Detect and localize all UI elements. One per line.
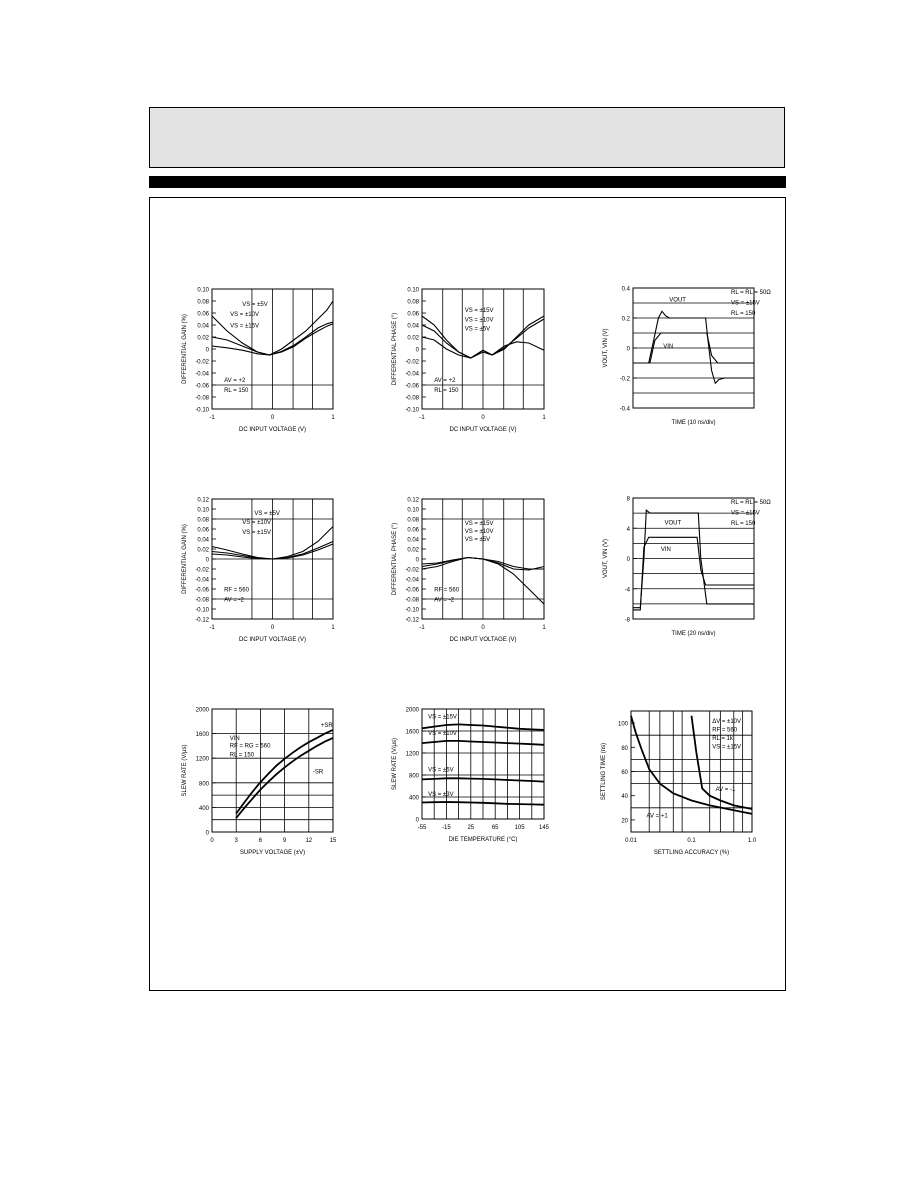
annotation-label: AV = +2 xyxy=(224,378,246,384)
y-tick-label: 0 xyxy=(415,347,419,354)
annotation-label: RL = 150 xyxy=(229,752,255,759)
annotation-label: AV = +1 xyxy=(646,813,668,820)
y-tick-label: 0.06 xyxy=(407,311,419,318)
x-axis-label: DC INPUT VOLTAGE (V) xyxy=(449,427,517,433)
annotation-label: VIN xyxy=(663,344,674,350)
annotation-label: VS = ±5V xyxy=(464,326,491,333)
y-tick-label: 0 xyxy=(626,557,630,563)
y-tick-label: 0.02 xyxy=(407,547,419,554)
y-tick-label: -0.06 xyxy=(405,587,419,594)
annotation-label: RL = 1k xyxy=(712,736,733,743)
y-tick-label: 0.04 xyxy=(197,323,209,330)
annotation-label: VS = ±15V xyxy=(731,510,760,517)
y-tick-label: -0.10 xyxy=(195,607,209,614)
x-tick-label: 65 xyxy=(491,825,499,831)
y-tick-label: 0.2 xyxy=(621,316,630,323)
y-tick-label: -0.02 xyxy=(405,567,419,574)
y-tick-label: -0.06 xyxy=(195,383,209,390)
annotation-label: VS = ±15V xyxy=(464,521,494,527)
y-tick-label: 0 xyxy=(205,830,209,837)
y-tick-label: -0.10 xyxy=(405,407,419,414)
y-axis-label: SETTLING TIME (ns) xyxy=(601,742,607,801)
annotation-label: VS = ±5V xyxy=(464,537,491,543)
x-tick-label: 1 xyxy=(542,625,546,631)
annotation-label: VS = ±15V xyxy=(230,323,259,330)
chart-pulse_small xyxy=(603,287,771,427)
y-tick-label: -0.02 xyxy=(195,567,209,574)
x-tick-label: 0.1 xyxy=(687,838,696,844)
x-tick-label: 15 xyxy=(329,838,337,844)
y-tick-label: 0.06 xyxy=(197,527,209,534)
y-tick-label: 0 xyxy=(415,557,419,564)
y-tick-label: -0.10 xyxy=(195,407,209,414)
x-tick-label: -15 xyxy=(442,825,451,831)
x-tick-label: -55 xyxy=(417,825,427,831)
annotation-label: VS = ±5V xyxy=(254,511,280,517)
annotation-label: VS = ±15V xyxy=(428,714,457,721)
y-tick-label: 4 xyxy=(626,526,630,533)
y-tick-label: 0.02 xyxy=(197,547,209,554)
annotation-label: VS = ±15V xyxy=(464,307,494,314)
y-tick-label: 400 xyxy=(198,805,209,812)
y-tick-label: -0.06 xyxy=(195,587,209,594)
x-tick-label: 25 xyxy=(467,825,475,831)
annotation-label: VS = ±10V xyxy=(464,529,494,535)
annotation-label: VS = ±5V xyxy=(428,767,454,774)
x-axis-label: DIE TEMPERATURE (°C) xyxy=(448,837,518,843)
x-axis-label: TIME (10 ns/div) xyxy=(671,420,716,426)
y-tick-label: 0.10 xyxy=(197,287,209,294)
y-tick-label: -0.06 xyxy=(405,383,419,390)
chart-diffphase_pos xyxy=(392,288,546,434)
annotation-label: VS = ±10V xyxy=(464,317,494,324)
y-tick-label: 1200 xyxy=(195,756,209,763)
y-tick-label: 80 xyxy=(621,745,628,752)
x-axis-label: DC INPUT VOLTAGE (V) xyxy=(238,637,307,643)
chart-diffgain_pos xyxy=(182,288,335,434)
x-axis-label: DC INPUT VOLTAGE (V) xyxy=(238,427,307,433)
annotation-label: RF = 560 xyxy=(712,727,738,734)
x-axis-label: DC INPUT VOLTAGE (V) xyxy=(449,637,517,643)
x-tick-label: -1 xyxy=(209,625,215,631)
y-tick-label: -0.02 xyxy=(195,359,209,366)
x-tick-label: -1 xyxy=(419,415,425,421)
annotation-label: VS = ±10V xyxy=(428,730,457,737)
y-tick-label: -0.10 xyxy=(405,607,419,614)
y-tick-label: -0.04 xyxy=(195,371,209,378)
y-tick-label: 0.02 xyxy=(197,335,209,342)
x-tick-label: 105 xyxy=(514,825,525,831)
y-tick-label: 1600 xyxy=(405,729,419,736)
y-tick-label: 2000 xyxy=(405,707,419,714)
annotation-label: RF = 560 xyxy=(434,587,460,594)
x-tick-label: 6 xyxy=(258,838,263,844)
y-tick-label: -0.02 xyxy=(405,359,419,366)
y-axis-label: SLEW RATE (V/μs) xyxy=(182,744,188,797)
y-tick-label: 0.10 xyxy=(197,507,209,514)
y-tick-label: 0 xyxy=(205,557,209,564)
chart-diffgain_neg xyxy=(182,498,335,644)
annotation-label: RF = 560 xyxy=(224,587,249,594)
y-axis-label: DIFFERENTIAL GAIN (%) xyxy=(182,524,188,594)
y-tick-label: 0.08 xyxy=(407,517,419,524)
chart-pulse_large xyxy=(603,497,771,638)
y-tick-label: 8 xyxy=(626,496,630,503)
x-tick-label: -1 xyxy=(419,625,425,631)
y-axis-label: SLEW RATE (V/μs) xyxy=(392,737,398,791)
x-tick-label: -1 xyxy=(209,415,215,421)
y-tick-label: -0.4 xyxy=(619,406,630,413)
x-tick-label: 0 xyxy=(270,415,275,421)
y-tick-label: 0.08 xyxy=(197,517,209,524)
y-tick-label: 0.10 xyxy=(407,287,419,294)
annotation-label: VS = ±3V xyxy=(428,791,454,798)
y-tick-label: -0.08 xyxy=(195,395,209,402)
y-tick-label: 400 xyxy=(408,795,419,802)
x-tick-label: 3 xyxy=(234,838,238,844)
annotation-label: RL = 150 xyxy=(434,388,459,395)
y-tick-label: 0 xyxy=(415,817,419,824)
x-tick-label: 145 xyxy=(538,825,550,831)
y-axis-label: VOUT, VIN (V) xyxy=(603,328,609,368)
annotation-label: VIN xyxy=(229,735,240,742)
y-tick-label: -0.08 xyxy=(405,395,419,402)
y-tick-label: 0.12 xyxy=(197,497,209,504)
annotation-label: VIN xyxy=(660,546,671,553)
y-axis-label: DIFFERENTIAL PHASE (°) xyxy=(392,312,398,386)
y-tick-label: 0 xyxy=(626,346,630,353)
y-tick-label: -0.2 xyxy=(619,376,630,383)
annotation-label: VS = ±15V xyxy=(242,530,272,536)
annotation-label: VS = ±5V xyxy=(242,301,268,308)
annotation-label: RL = 150 xyxy=(731,521,756,528)
x-axis-label: TIME (20 ns/div) xyxy=(671,631,716,637)
y-tick-label: 0.06 xyxy=(407,527,419,534)
y-tick-label: 0.04 xyxy=(197,537,209,544)
y-tick-label: 0.02 xyxy=(407,335,419,342)
y-axis-label: DIFFERENTIAL PHASE (°) xyxy=(392,522,398,596)
annotation-label: +SR xyxy=(320,722,333,729)
y-tick-label: 40 xyxy=(621,794,628,801)
y-tick-label: -0.12 xyxy=(195,617,209,624)
annotation-label: AV = -2 xyxy=(224,597,244,604)
x-tick-label: 0 xyxy=(481,415,485,421)
y-tick-label: -0.12 xyxy=(405,617,419,624)
x-tick-label: 1 xyxy=(331,415,335,421)
x-tick-label: 9 xyxy=(282,838,287,844)
annotation-label: RL = RL = 50Ω xyxy=(731,500,771,507)
chart-settling_time xyxy=(601,711,757,856)
x-tick-label: 12 xyxy=(305,838,313,844)
x-tick-label: 0 xyxy=(481,625,485,631)
y-tick-label: 0.08 xyxy=(197,299,209,306)
y-tick-label: 0.06 xyxy=(197,311,209,318)
y-tick-label: 100 xyxy=(617,721,628,728)
y-axis-label: VOUT, VIN (V) xyxy=(603,538,609,579)
y-tick-label: 800 xyxy=(408,773,419,780)
annotation-label: ΔV = ±10V xyxy=(712,719,742,726)
y-tick-label: 0.08 xyxy=(407,299,419,306)
chart-diffphase_neg xyxy=(392,498,546,644)
annotation-label: RL = 150 xyxy=(731,311,756,317)
annotation-label: AV = -1 xyxy=(715,786,736,793)
y-tick-label: 0.04 xyxy=(407,537,419,544)
y-tick-label: -0.04 xyxy=(195,577,209,584)
y-tick-label: 2000 xyxy=(195,707,209,714)
y-tick-label: 800 xyxy=(198,781,209,788)
y-tick-label: -0.04 xyxy=(405,371,419,378)
x-axis-label: SETTLING ACCURACY (%) xyxy=(653,850,730,856)
x-tick-label: 0 xyxy=(270,625,275,631)
annotation-label: VS = ±15V xyxy=(712,744,742,751)
y-tick-label: 0.10 xyxy=(407,507,419,514)
y-tick-label: 20 xyxy=(621,818,628,825)
y-tick-label: 0.12 xyxy=(407,497,419,504)
y-tick-label: -0.08 xyxy=(195,597,209,604)
y-tick-label: 1600 xyxy=(195,732,209,739)
annotation-label: RL = 150 xyxy=(224,388,249,395)
annotation-label: VS = ±10V xyxy=(242,520,272,526)
y-tick-label: -0.04 xyxy=(405,577,419,584)
annotation-label: VOUT xyxy=(664,520,682,527)
y-tick-label: -0.08 xyxy=(405,597,419,604)
x-tick-label: 0 xyxy=(210,838,214,844)
annotation-label: VS = ±15V xyxy=(731,300,760,307)
x-axis-label: SUPPLY VOLTAGE (±V) xyxy=(239,850,306,856)
x-tick-label: 1.0 xyxy=(747,838,757,844)
y-tick-label: -8 xyxy=(624,617,630,624)
annotation-label: VOUT xyxy=(669,297,686,304)
x-tick-label: 0.01 xyxy=(625,838,637,844)
chart-slew_vs_supply xyxy=(182,708,337,857)
y-tick-label: 0.4 xyxy=(621,286,630,293)
annotation-label: -SR xyxy=(312,769,324,776)
annotation-label: RF = RG = 560 xyxy=(229,743,271,750)
annotation-label: AV = +2 xyxy=(434,378,456,384)
y-tick-label: 0.04 xyxy=(407,323,419,330)
x-tick-label: 1 xyxy=(331,625,335,631)
y-tick-label: 0 xyxy=(205,347,209,354)
annotation-label: RL = RL = 50Ω xyxy=(731,290,771,296)
y-tick-label: -4 xyxy=(624,587,630,594)
y-tick-label: 60 xyxy=(621,770,628,776)
y-axis-label: DIFFERENTIAL GAIN (%) xyxy=(182,314,188,384)
y-tick-label: 1200 xyxy=(405,751,419,758)
x-tick-label: 1 xyxy=(542,415,546,421)
annotation-label: VS = ±10V xyxy=(230,312,259,318)
chart-slew_vs_temp xyxy=(392,708,550,844)
annotation-label: AV = -2 xyxy=(434,597,454,604)
